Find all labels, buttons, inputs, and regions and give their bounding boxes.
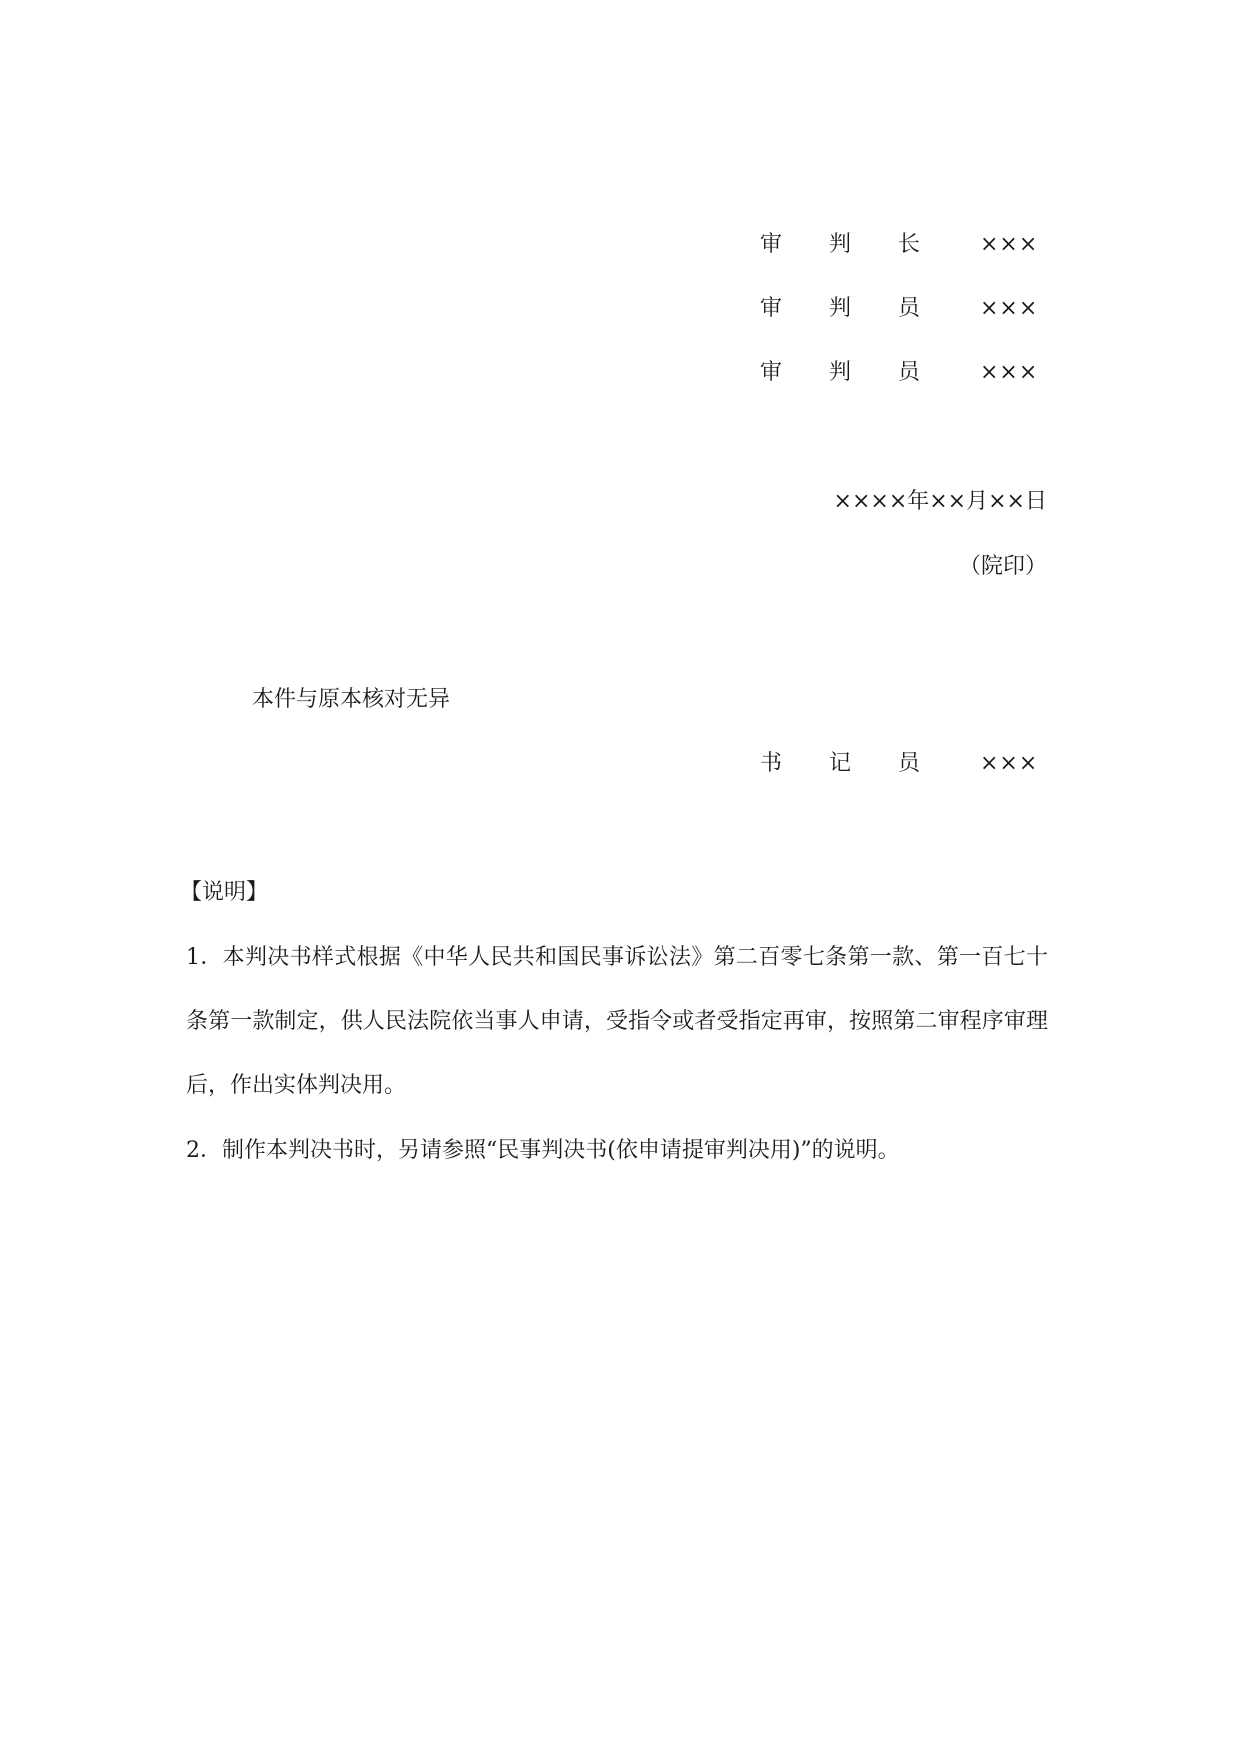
clerk-row xyxy=(760,748,1060,780)
title-char: 审 xyxy=(760,360,783,385)
signature-title xyxy=(760,293,920,325)
court-seal: （院印） xyxy=(958,554,1047,579)
note-item-1: 1．本判决书样式根据《中华人民共和国民事诉讼法》第二百零七条第一款、第一百七十条第一款制定，供人民法院依当事人申请，受指令或者受指定再审，按照第二审程序审理后，作出实体判决用。 xyxy=(186,945,1048,1098)
signature-name: ××× xyxy=(980,360,1039,385)
verify-statement: 本件与原本核对无异 xyxy=(252,687,451,712)
signature-title xyxy=(760,229,920,261)
presiding-judge-row xyxy=(760,229,1060,261)
signature-name: ××× xyxy=(980,232,1039,257)
title-char: 判 xyxy=(828,360,851,385)
note-item-2: 2．制作本判决书时，另请参照“民事判决书(依申请提审判决用)”的说明。 xyxy=(186,1138,900,1163)
title-char: 判 xyxy=(828,232,851,257)
signature-name: ××× xyxy=(980,296,1039,321)
title-char: 判 xyxy=(828,296,851,321)
signature-title xyxy=(760,748,920,780)
title-char: 员 xyxy=(897,751,920,776)
signature-name: ××× xyxy=(980,751,1039,776)
signature-title xyxy=(760,357,920,389)
title-char: 审 xyxy=(760,232,783,257)
notes-heading: 【说明】 xyxy=(180,880,269,905)
title-char: 审 xyxy=(760,296,783,321)
title-char: 长 xyxy=(897,232,920,257)
title-char: 书 xyxy=(760,751,783,776)
judge-row xyxy=(760,357,1060,389)
title-char: 员 xyxy=(897,360,920,385)
title-char: 员 xyxy=(897,296,920,321)
judgment-date: ××××年××月××日 xyxy=(833,489,1047,514)
title-char: 记 xyxy=(828,751,851,776)
judge-row xyxy=(760,293,1060,325)
